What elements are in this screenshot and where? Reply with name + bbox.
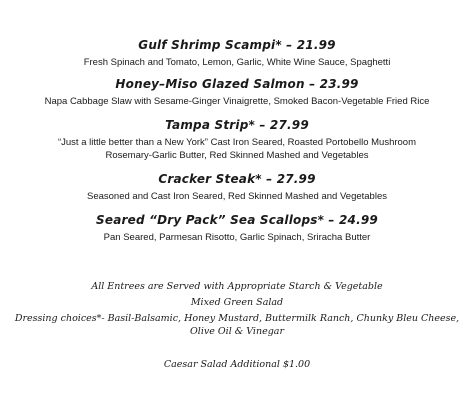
dressing-choices: Dressing choices*- Basil-Balsamic, Honey Mustard, Buttermilk Ranch, Chunky Bleu Cheese, <box>14 313 460 324</box>
menu-item-cracker-steak <box>0 172 474 203</box>
menu-item-shrimp-scampi <box>0 38 474 69</box>
menu-item-scallops <box>0 213 474 244</box>
entree-note: All Entrees are Served with Appropriate Starch & Vegetable <box>91 281 383 292</box>
menu-item-title: Honey–Miso Glazed Salmon – 23.99 <box>115 77 359 91</box>
menu-item-description: Fresh Spinach and Tomato, Lemon, Garlic, White Wine Sauce, Spaghetti <box>83 57 391 68</box>
menu-item-description: “Just a little better than a New York” Cast Iron Seared, Roasted Portobello Mushroom <box>57 137 416 148</box>
menu-item-tampa-strip <box>0 118 474 162</box>
menu-item-title: Tampa Strip* – 27.99 <box>165 118 309 132</box>
menu-footer <box>0 280 474 371</box>
menu-item-description: Rosemary-Garlic Butter, Red Skinned Mashed and Vegetables <box>105 150 369 161</box>
menu-item-title: Cracker Steak* – 27.99 <box>158 172 316 186</box>
dressing-choices-cont: Olive Oil & Vinegar <box>190 326 284 337</box>
menu-item-description: Pan Seared, Parmesan Risotto, Garlic Spinach, Sriracha Butter <box>103 232 371 243</box>
salad-note: Mixed Green Salad <box>190 297 284 308</box>
menu-item-description: Napa Cabbage Slaw with Sesame-Ginger Vinaigrette, Smoked Bacon-Vegetable Fried Rice <box>44 96 430 107</box>
caesar-note: Caesar Salad Additional $1.00 <box>163 359 311 370</box>
menu-item-description: Seasoned and Cast Iron Seared, Red Skinned Mashed and Vegetables <box>87 191 387 202</box>
menu-item-title: Seared “Dry Pack” Sea Scallops* – 24.99 <box>96 213 378 227</box>
menu-item-salmon <box>0 77 474 108</box>
menu-item-title: Gulf Shrimp Scampi* – 21.99 <box>138 38 336 52</box>
